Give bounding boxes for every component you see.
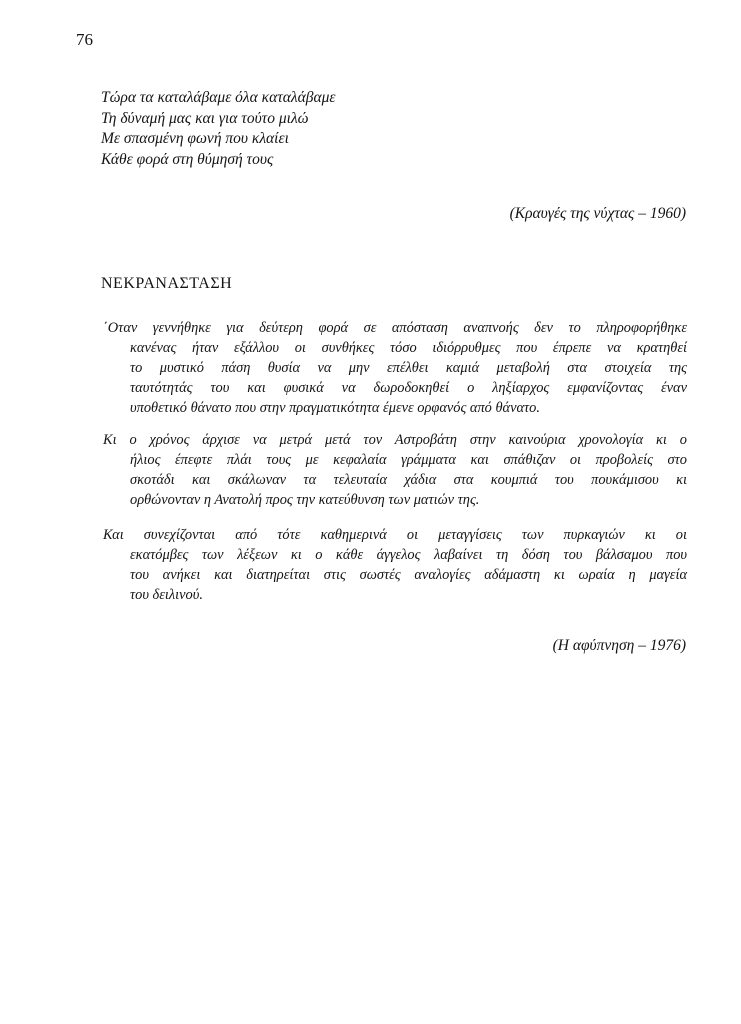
verse-line: Τη δύναμή μας και για τούτο μιλώ: [101, 109, 309, 127]
prose-paragraph-1: [103, 318, 687, 418]
paragraph-line: ταυτότητάς του και φυσικά να δωροδοκηθεί ο ληξίαρχος εμφανίζοντας έναν: [130, 380, 687, 396]
paragraph-line: ήλιος έπεφτε πλάι τους με κεφαλαία γράμματα και σπάθιζαν οι προβολείς στο: [130, 452, 687, 468]
verse-line: Κάθε φορά στη θύμησή τους: [101, 150, 274, 168]
paragraph-line: του δειλινού.: [130, 587, 203, 603]
paragraph-line: ΄Οταν γεννήθηκε για δεύτερη φορά σε απόσταση αναπνοής δεν το πληροφορήθηκε: [103, 320, 687, 336]
paragraph-line: σκοτάδι και σκάλωναν τα τελευταία χάδια στα κουμπιά του πουκάμισου κι: [130, 472, 687, 488]
poem-citation: (Η αφύπνηση – 1976): [552, 637, 686, 654]
verse-citation: (Κραυγές της νύχτας – 1960): [509, 205, 686, 222]
paragraph-line: το μυστικό πάση θυσία να μην επέλθει καμιά μεταβολή στα στοιχεία της: [130, 360, 687, 376]
paragraph-line: Κι ο χρόνος άρχισε να μετρά μετά τον Αστροβάτη στην καινούρια χρονολογία κι ο: [103, 432, 687, 448]
prose-paragraph-2: [103, 430, 687, 510]
paragraph-line: υποθετικό θάνατο που στην πραγματικότητα έμενε ορφανός από θάνατο.: [130, 400, 540, 416]
paragraph-line: ορθώνονταν η Ανατολή προς την κατεύθυνση των ματιών της.: [130, 492, 480, 508]
poem-title: ΝΕΚΡΑΝΑΣΤΑΣΗ: [101, 275, 233, 292]
paragraph-line: κανένας ήταν εξάλλου οι συνθήκες τόσο ιδιόρρυθμες που έπρεπε να κρατηθεί: [130, 340, 687, 356]
verse-line: Τώρα τα καταλάβαμε όλα καταλάβαμε: [101, 89, 336, 106]
verse-line: Με σπασμένη φωνή που κλαίει: [101, 130, 289, 147]
paragraph-line: εκατόμβες των λέξεων κι ο κάθε άγγελος λαβαίνει τη δόση του βάλσαμου που: [130, 547, 687, 563]
page-number: 76: [76, 30, 93, 49]
prose-paragraph-3: [103, 525, 687, 605]
paragraph-line: του ανήκει και διατηρείται στις σωστές αναλογίες αδάμαστη κι ωραία η μαγεία: [130, 567, 687, 583]
paragraph-line: Και συνεχίζονται από τότε καθημερινά οι μεταγγίσεις των πυρκαγιών κι οι: [103, 527, 687, 543]
verse-stanza: [101, 88, 336, 170]
